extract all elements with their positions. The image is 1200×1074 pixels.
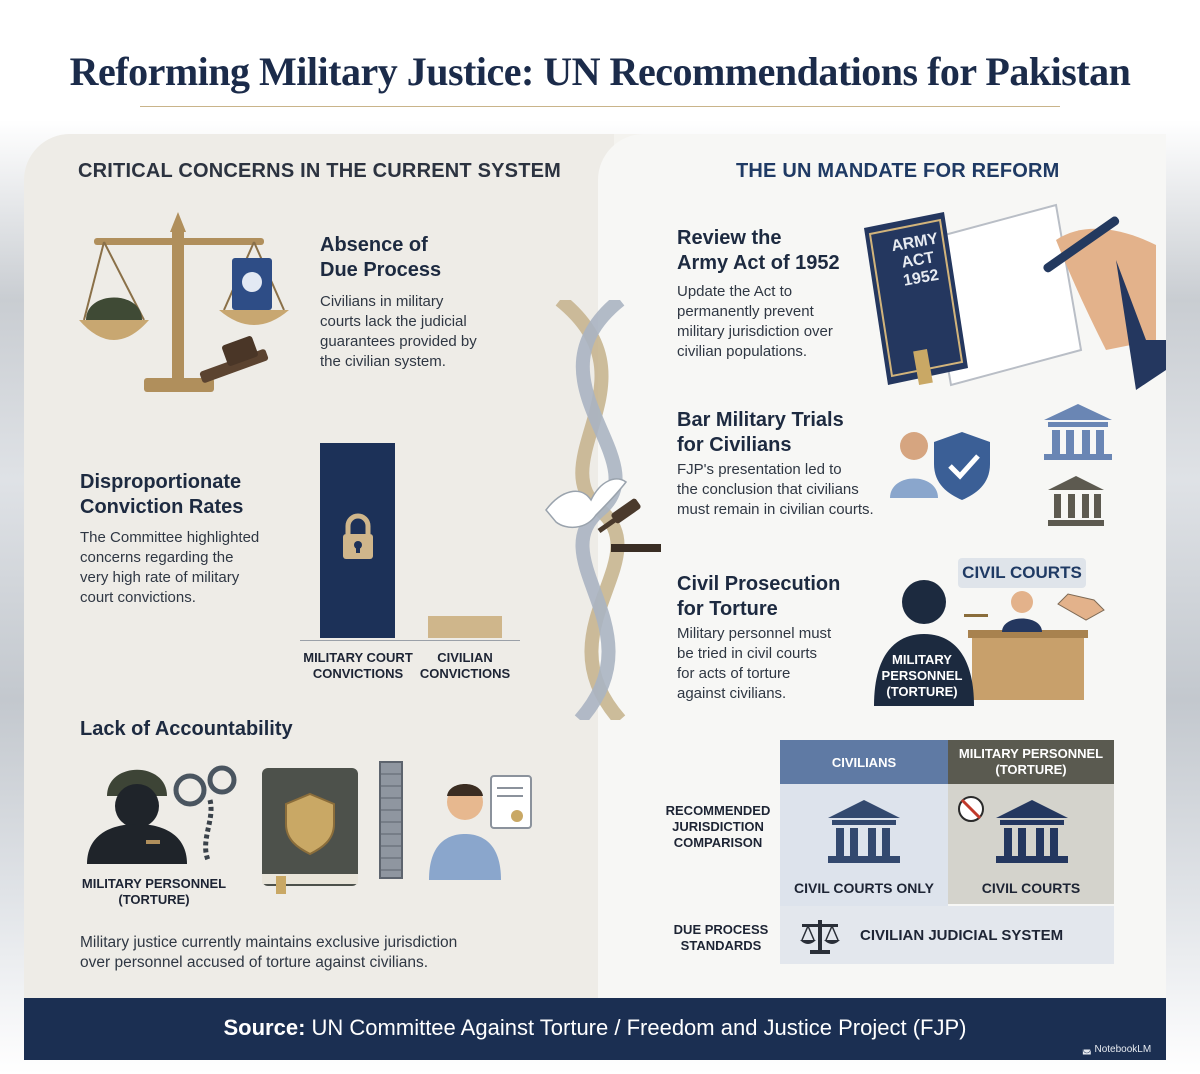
conviction-description xyxy=(80,528,259,608)
army-act-desc-line: military jurisdiction over xyxy=(677,323,833,340)
row-label-due-process xyxy=(666,922,776,954)
army-act-desc-line: permanently prevent xyxy=(677,303,814,320)
civil-prosecution-title xyxy=(677,572,840,622)
civilian-conviction-bar xyxy=(428,616,502,638)
law-book-icon xyxy=(256,764,362,894)
brick-wall-icon xyxy=(378,760,404,880)
courthouse-icon xyxy=(1040,402,1116,462)
row-label-line: STANDARDS xyxy=(680,938,762,953)
table-header-civilians: CIVILIANS xyxy=(780,740,948,784)
accountability-description xyxy=(80,933,457,973)
source-citation xyxy=(24,1015,1166,1041)
row-label-line: COMPARISON xyxy=(673,835,763,850)
civilian-with-document-icon xyxy=(425,772,537,882)
conviction-title xyxy=(80,470,243,520)
army-act-book-icon xyxy=(856,200,1166,390)
civilian-conviction-label-line: CIVILIAN xyxy=(437,650,493,665)
army-act-title xyxy=(677,226,840,276)
table-header-military xyxy=(948,740,1114,784)
civil-courts-badge: CIVIL COURTS xyxy=(958,558,1086,588)
table-header-military-line: (TORTURE) xyxy=(995,762,1067,777)
courthouse-military-icon xyxy=(994,798,1070,866)
military-personnel-figure-label xyxy=(870,652,974,700)
courthouse-civilian-icon xyxy=(826,798,902,866)
conviction-desc-line: court convictions. xyxy=(80,589,196,606)
bar-trials-title xyxy=(677,408,844,458)
table-header-military-line: MILITARY PERSONNEL xyxy=(958,746,1104,761)
army-act-title-line1: Review the xyxy=(677,227,782,249)
courthouse-small-icon xyxy=(1046,474,1106,530)
no-torture-icon xyxy=(956,794,986,824)
row-label-jurisdiction xyxy=(660,803,776,851)
left-section-heading: CRITICAL CONCERNS IN THE CURRENT SYSTEM xyxy=(78,160,562,182)
due-process-desc-line: courts lack the judicial xyxy=(320,313,467,330)
civil-prosecution-desc-line: for acts of torture xyxy=(677,665,791,682)
due-process-desc-line: the civilian system. xyxy=(320,353,446,370)
source-label: Source: xyxy=(223,1015,306,1040)
civil-prosecution-desc-line: Military personnel must xyxy=(677,625,832,642)
civil-prosecution-title-line1: Civil Prosecution xyxy=(677,573,841,595)
bar-trials-description xyxy=(677,460,874,520)
due-process-title-line2: Due Process xyxy=(320,259,442,281)
conviction-desc-line: very high rate of military xyxy=(80,569,240,586)
row2-value: CIVILIAN JUDICIAL SYSTEM xyxy=(860,927,1064,944)
scales-of-justice-icon xyxy=(74,210,299,400)
army-act-desc-line: civilian populations. xyxy=(677,343,808,360)
figure-label-line: (TORTURE) xyxy=(886,684,958,699)
book-text-line: ACT xyxy=(900,249,936,272)
due-process-description xyxy=(320,292,477,372)
conviction-title-line2: Conviction Rates xyxy=(80,496,244,518)
title-divider xyxy=(140,106,1060,107)
civilian-conviction-label xyxy=(414,650,516,682)
civilian-conviction-label-line: CONVICTIONS xyxy=(419,666,511,681)
bar-trials-title-line1: Bar Military Trials xyxy=(677,409,844,431)
figure-label-line: MILITARY xyxy=(892,652,952,667)
dove-gavel-icon xyxy=(536,470,666,560)
military-conviction-label-line: MILITARY COURT xyxy=(303,650,413,665)
due-process-desc-line: guarantees provided by xyxy=(320,333,477,350)
military-personnel-label-line: MILITARY PERSONNEL xyxy=(81,876,227,891)
army-act-title-line2: Army Act of 1952 xyxy=(677,252,840,274)
conviction-title-line1: Disproportionate xyxy=(80,471,242,493)
notebooklm-logo-icon: ◛ xyxy=(1082,1044,1092,1055)
figure-label-line: PERSONNEL xyxy=(881,668,963,683)
accountability-desc-line: Military justice currently maintains exclusive jurisdiction xyxy=(80,934,458,951)
conviction-desc-line: concerns regarding the xyxy=(80,549,234,566)
military-personnel-label xyxy=(76,876,232,908)
person-shield-check-icon xyxy=(886,424,996,504)
row1-military-value: CIVIL COURTS xyxy=(981,880,1081,896)
accountability-desc-line: over personnel accused of torture against civilians. xyxy=(80,954,429,971)
right-section-heading: THE UN MANDATE FOR REFORM xyxy=(736,160,1060,182)
civil-prosecution-desc-line: against civilians. xyxy=(677,685,787,702)
book-text-line: 1952 xyxy=(902,266,941,290)
due-process-title xyxy=(320,233,441,283)
army-act-desc-line: Update the Act to xyxy=(677,283,793,300)
conviction-desc-line: The Committee highlighted xyxy=(80,529,260,546)
military-conviction-label-line: CONVICTIONS xyxy=(312,666,404,681)
row-label-line: JURISDICTION xyxy=(672,819,764,834)
bar-trials-desc-line: the conclusion that civilians xyxy=(677,481,859,498)
bar-trials-title-line2: for Civilians xyxy=(677,434,792,456)
due-process-title-line1: Absence of xyxy=(320,234,428,256)
due-process-desc-line: Civilians in military xyxy=(320,293,444,310)
row-label-line: DUE PROCESS xyxy=(673,922,769,937)
brand-name: NotebookLM xyxy=(1094,1044,1152,1055)
army-act-book-cover-text xyxy=(884,229,952,293)
scales-icon xyxy=(798,916,842,956)
source-text: UN Committee Against Torture / Freedom and Justice Project (FJP) xyxy=(305,1015,967,1040)
accountability-title: Lack of Accountability xyxy=(80,718,293,740)
page-title: Reforming Military Justice: UN Recommendations for Pakistan xyxy=(69,49,1131,94)
military-personnel-label-line: (TORTURE) xyxy=(118,892,190,907)
civil-prosecution-description xyxy=(677,624,831,704)
military-conviction-label xyxy=(298,650,418,682)
lock-icon xyxy=(340,512,376,562)
civil-prosecution-desc-line: be tried in civil courts xyxy=(677,645,818,662)
row1-civilians-value: CIVIL COURTS ONLY xyxy=(793,880,935,896)
row-label-line: RECOMMENDED xyxy=(665,803,771,818)
book-text-line: ARMY xyxy=(890,230,940,256)
handcuffs-icon xyxy=(170,760,250,870)
notebooklm-brand xyxy=(1082,1044,1151,1055)
chart-baseline xyxy=(300,640,520,641)
army-act-description xyxy=(677,282,833,362)
bar-trials-desc-line: must remain in civilian courts. xyxy=(677,501,874,518)
bar-trials-desc-line: FJP's presentation led to xyxy=(677,461,842,478)
civil-prosecution-title-line2: for Torture xyxy=(677,598,778,620)
